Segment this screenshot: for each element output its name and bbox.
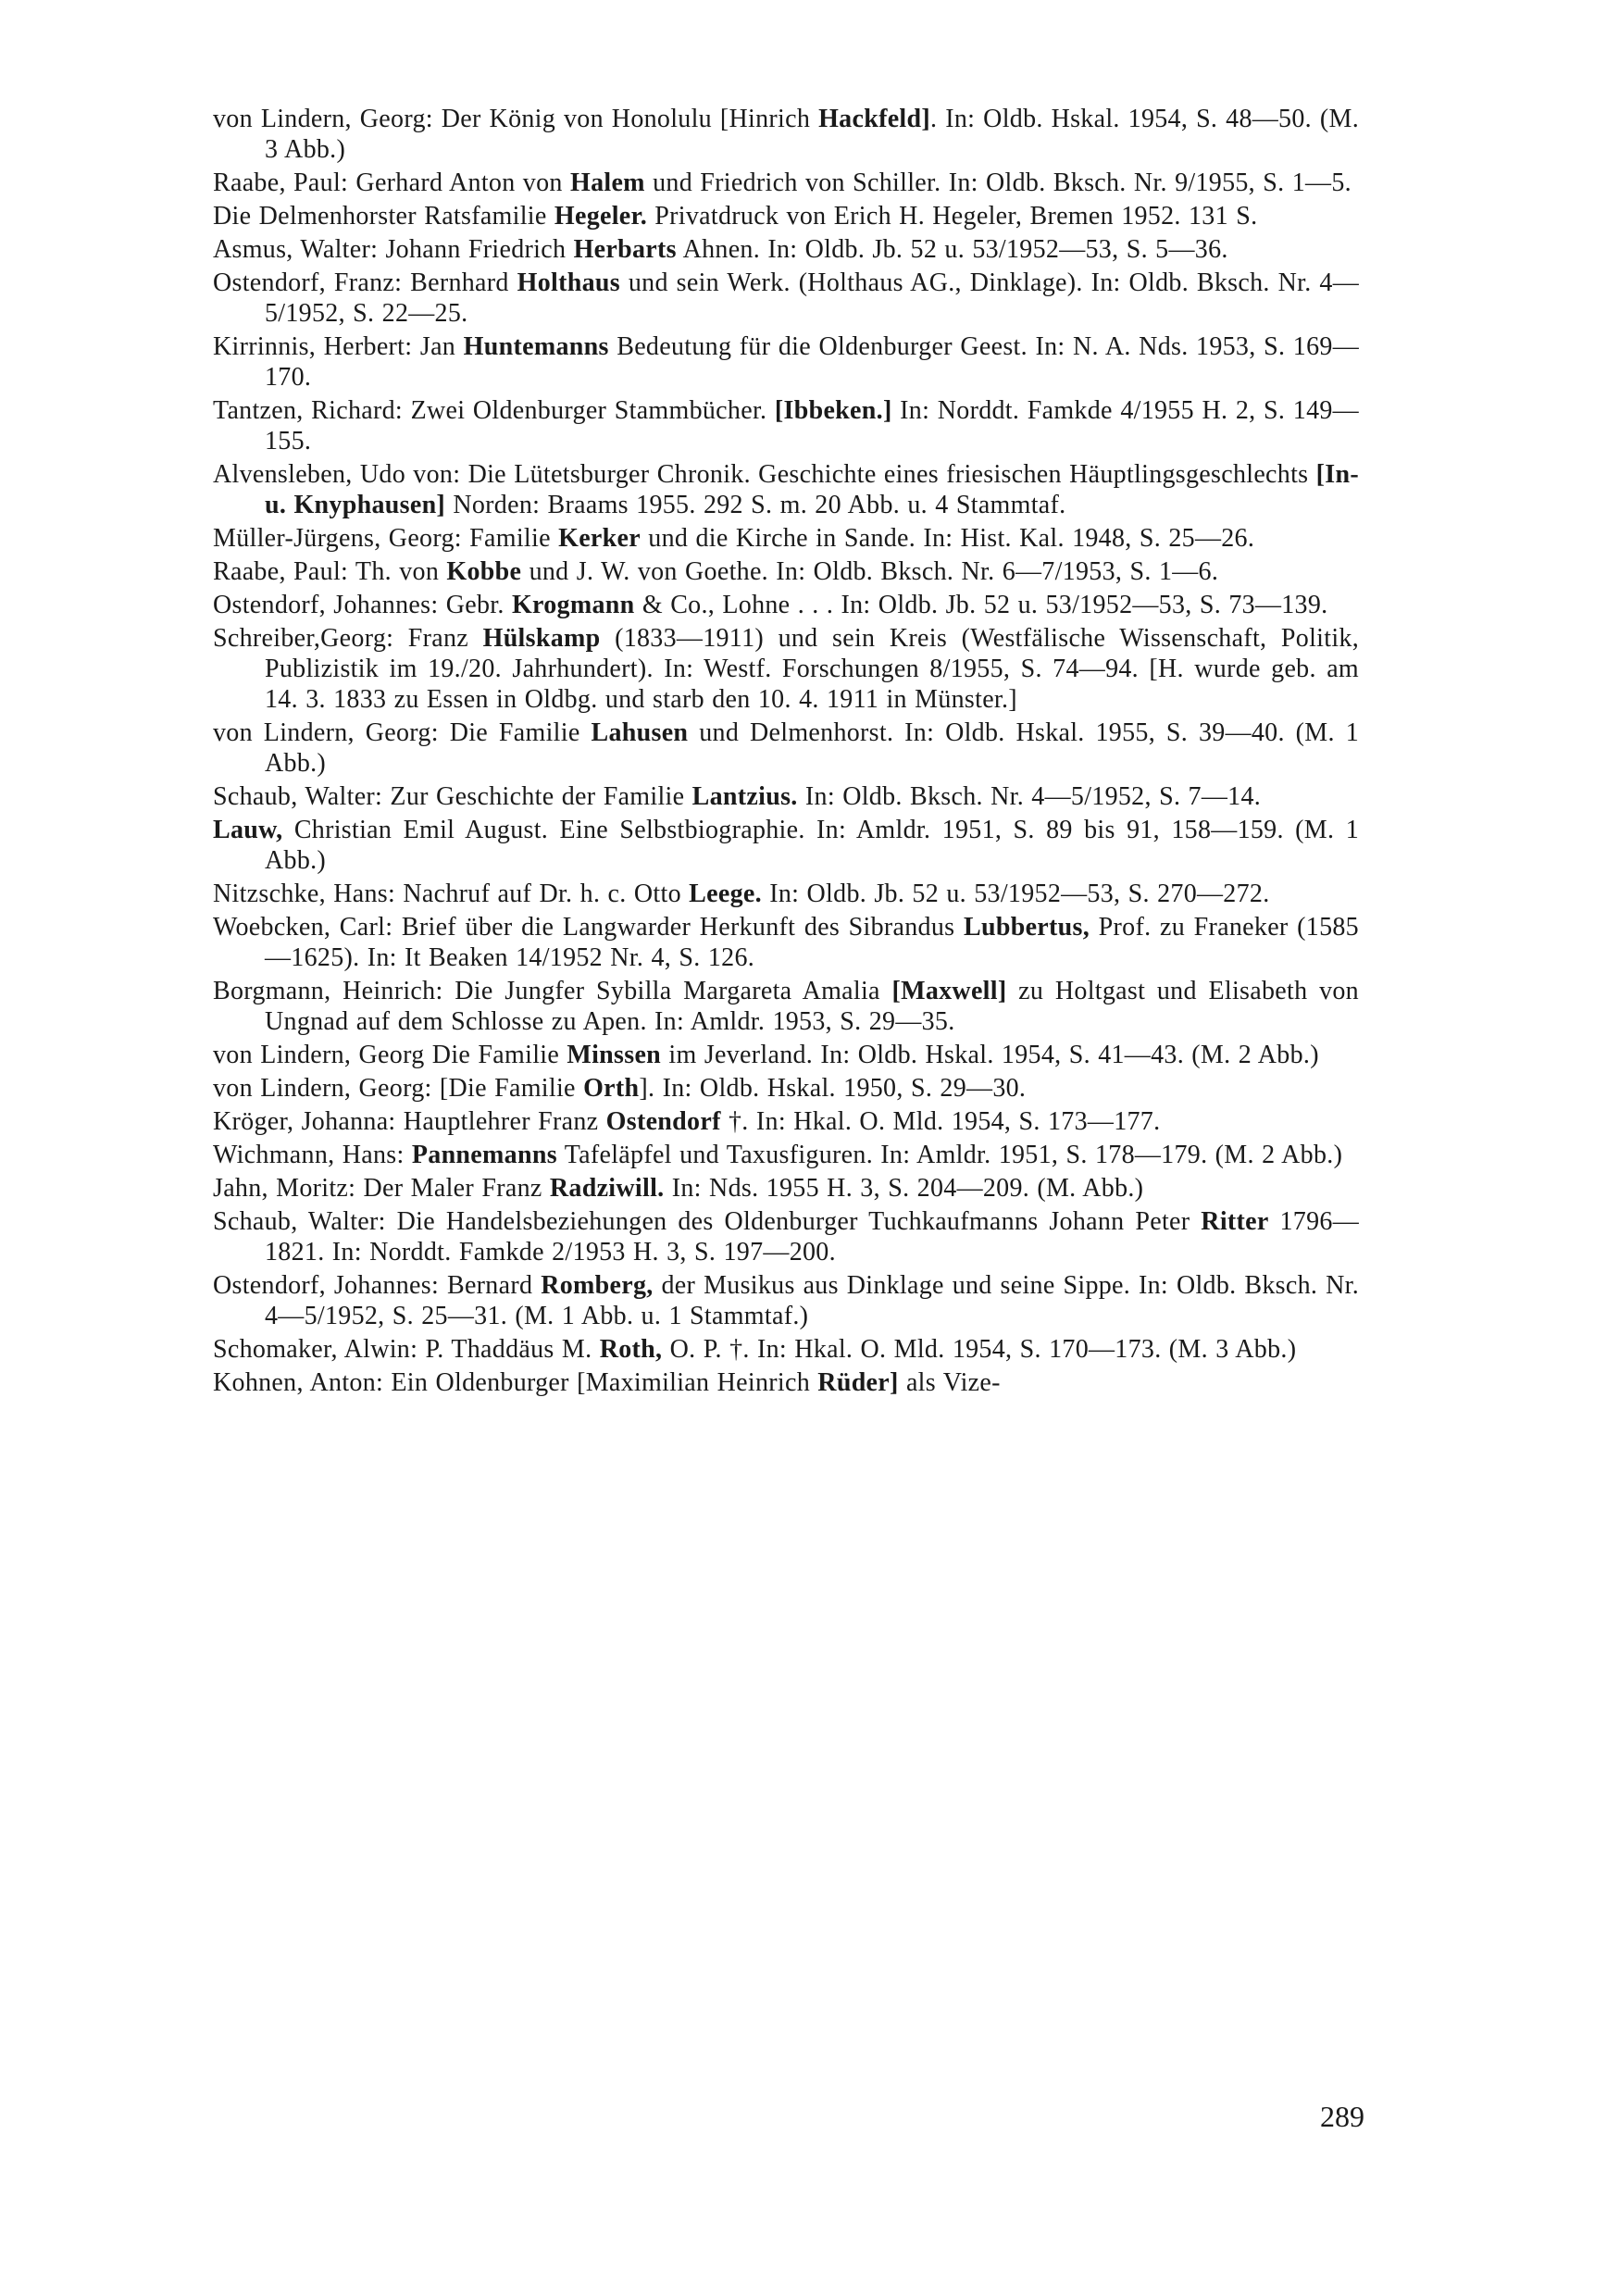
entry-keyword: Roth, <box>599 1335 663 1364</box>
entry-text-before: Tantzen, Richard: Zwei Oldenburger Stammbücher. <box>213 396 775 425</box>
entry-text-before: Raabe, Paul: Gerhard Anton von <box>213 168 570 197</box>
entry-text-before: Ostendorf, Franz: Bernhard <box>213 268 517 297</box>
entry-text-after: und die Kirche in Sande. In: Hist. Kal. 1948, S. 25—26. <box>640 524 1255 553</box>
entry-keyword: Romberg, <box>541 1271 654 1300</box>
entry-text-after: 1796—1821. In: Norddt. Famkde 2/1953 H. 3, S. 197—200. <box>265 1207 1359 1267</box>
entry-text-before: Jahn, Moritz: Der Maler Franz <box>213 1174 550 1203</box>
entry-text-before: Borgmann, Heinrich: Die Jungfer Sybilla Margareta Amalia <box>213 977 892 1005</box>
entry-text-before: Alvensleben, Udo von: Die Lütetsburger Chronik. Geschichte eines friesischen Häuptlingsgeschlechts <box>213 460 1316 489</box>
bibliography-entry <box>213 1206 1359 1267</box>
entry-text-after: & Co., Lohne . . . In: Oldb. Jb. 52 u. 53/1952—53, S. 73—139. <box>634 591 1328 619</box>
entry-text-before: Schaub, Walter: Zur Geschichte der Familie <box>213 782 692 811</box>
entry-text-before: Ostendorf, Johannes: Bernard <box>213 1271 542 1300</box>
entry-keyword: Holthaus <box>517 268 620 297</box>
bibliography-entry <box>213 781 1359 812</box>
bibliography-entry <box>213 623 1359 715</box>
bibliography-entry <box>213 104 1359 165</box>
bibliography-entry <box>213 1073 1359 1104</box>
entry-keyword: [In- u. Knyphausen] <box>265 460 1359 519</box>
entry-keyword: Lahusen <box>591 718 689 747</box>
entry-keyword: Lauw, <box>213 816 283 844</box>
bibliography-entry <box>213 1140 1359 1170</box>
entry-text-after: †. In: Hkal. O. Mld. 1954, S. 173—177. <box>720 1107 1161 1136</box>
bibliography-entry <box>213 1334 1359 1365</box>
entry-text-before: von Lindern, Georg: [Die Familie <box>213 1074 584 1103</box>
bibliography-entry <box>213 912 1359 973</box>
entry-text-after: und Friedrich von Schiller. In: Oldb. Bksch. Nr. 9/1955, S. 1—5. <box>644 168 1352 197</box>
bibliography-list <box>213 104 1359 1401</box>
bibliography-entry <box>213 1040 1359 1070</box>
entry-text-after: und Delmenhorst. In: Oldb. Hskal. 1955, S. 39—40. (M. 1 Abb.) <box>265 718 1360 778</box>
entry-text-after: Ahnen. In: Oldb. Jb. 52 u. 53/1952—53, S. 5—36. <box>676 235 1228 264</box>
bibliography-entry <box>213 1173 1359 1204</box>
entry-keyword: Rüder] <box>817 1368 899 1397</box>
entry-text-before: Kröger, Johanna: Hauptlehrer Franz <box>213 1107 606 1136</box>
entry-text-before: Schomaker, Alwin: P. Thaddäus M. <box>213 1335 600 1364</box>
bibliography-entry <box>213 1270 1359 1331</box>
bibliography-entry <box>213 1367 1359 1398</box>
entry-keyword: Leege. <box>689 880 762 908</box>
bibliography-entry <box>213 523 1359 554</box>
bibliography-entry <box>213 976 1359 1037</box>
entry-text-before: Die Delmenhorster Ratsfamilie <box>213 202 554 231</box>
entry-keyword: Kobbe <box>446 557 522 586</box>
page-number: 289 <box>1320 2100 1364 2133</box>
entry-keyword: Herbarts <box>573 235 677 264</box>
entry-text-after: Tafeläpfel und Taxusfiguren. In: Amldr. 1951, S. 178—179. (M. 2 Abb.) <box>556 1141 1343 1169</box>
entry-keyword: Orth <box>583 1074 640 1103</box>
bibliography-entry <box>213 331 1359 393</box>
entry-keyword: Minssen <box>567 1041 662 1069</box>
entry-text-after: In: Oldb. Bksch. Nr. 4—5/1952, S. 7—14. <box>797 782 1262 811</box>
entry-keyword: Hackfeld] <box>818 105 931 133</box>
entry-text-after: (1833—1911) und sein Kreis (Westfälische Wissenschaft, Politik, Publizistik im 19./20. Jahrhundert). In: Westf. Forschungen 8/1955, S. 74—94. [H. wurde geb. am 14. 3. 1833 zu Essen in Oldbg. und starb den 10. 4. 1911 in Münster.] <box>265 624 1359 714</box>
entry-text-after: und sein Werk. (Holthaus AG., Dinklage). In: Oldb. Bksch. Nr. 4—5/1952, S. 22—25. <box>265 268 1360 328</box>
entry-text-after: . In: Oldb. Hskal. 1954, S. 48—50. (M. 3 Abb.) <box>265 105 1360 164</box>
entry-keyword: Ritter <box>1201 1207 1269 1236</box>
entry-text-before: Woebcken, Carl: Brief über die Langwarder Herkunft des Sibrandus <box>213 913 964 942</box>
entry-text-after: In: Oldb. Jb. 52 u. 53/1952—53, S. 270—272. <box>761 880 1270 908</box>
bibliography-entry <box>213 590 1359 620</box>
entry-keyword: Kerker <box>558 524 641 553</box>
entry-keyword: Huntemanns <box>463 332 609 361</box>
entry-text-before: Wichmann, Hans: <box>213 1141 412 1169</box>
entry-keyword: Hegeler. <box>554 202 647 231</box>
entry-text-after: Prof. zu Franeker (1585—1625). In: It Beaken 14/1952 Nr. 4, S. 126. <box>265 913 1359 972</box>
entry-keyword: Halem <box>570 168 645 197</box>
entry-keyword: Radziwill. <box>549 1174 665 1203</box>
bibliography-entry <box>213 459 1359 520</box>
entry-text-before: Nitzschke, Hans: Nachruf auf Dr. h. c. Otto <box>213 880 690 908</box>
entry-keyword: Lantzius. <box>691 782 798 811</box>
entry-text-after: der Musikus aus Dinklage und seine Sippe. In: Oldb. Bksch. Nr. 4—5/1952, S. 25—31. (M. 1 Abb. u. 1 Stammtaf.) <box>265 1271 1360 1330</box>
entry-text-after: Privatdruck von Erich H. Hegeler, Bremen 1952. 131 S. <box>647 202 1258 231</box>
entry-text-after: O. P. †. In: Hkal. O. Mld. 1954, S. 170—173. (M. 3 Abb.) <box>662 1335 1297 1364</box>
entry-text-after: ]. In: Oldb. Hskal. 1950, S. 29—30. <box>639 1074 1027 1103</box>
bibliography-entry <box>213 1106 1359 1137</box>
bibliography-entry <box>213 879 1359 909</box>
entry-keyword: Pannemanns <box>411 1141 557 1169</box>
entry-text-before: Kohnen, Anton: Ein Oldenburger [Maximilian Heinrich <box>213 1368 818 1397</box>
entry-text-before: von Lindern, Georg Die Familie <box>213 1041 567 1069</box>
entry-text-before: Raabe, Paul: Th. von <box>213 557 447 586</box>
bibliography-entry <box>213 168 1359 198</box>
entry-text-before: Asmus, Walter: Johann Friedrich <box>213 235 574 264</box>
entry-keyword: Lubbertus, <box>963 913 1090 942</box>
entry-text-before: Kirrinnis, Herbert: Jan <box>213 332 464 361</box>
entry-text-before: von Lindern, Georg: Der König von Honolulu [Hinrich <box>213 105 819 133</box>
entry-text-after: Norden: Braams 1955. 292 S. m. 20 Abb. u. 4 Stammtaf. <box>445 491 1066 519</box>
entry-keyword: Ostendorf <box>605 1107 721 1136</box>
bibliography-entry <box>213 268 1359 329</box>
bibliography-entry <box>213 201 1359 231</box>
entry-text-after: Christian Emil August. Eine Selbstbiographie. In: Amldr. 1951, S. 89 bis 91, 158—159. (M. 1 Abb.) <box>265 816 1359 875</box>
entry-text-after: Bedeutung für die Oldenburger Geest. In: N. A. Nds. 1953, S. 169—170. <box>265 332 1359 392</box>
entry-text-before: Schreiber,Georg: Franz <box>213 624 483 653</box>
entry-keyword: [Ibbeken.] <box>774 396 892 425</box>
entry-keyword: Hülskamp <box>482 624 601 653</box>
entry-text-after: zu Holtgast und Elisabeth von Ungnad auf dem Schlosse zu Apen. In: Amldr. 1953, S. 29—35. <box>265 977 1359 1036</box>
entry-text-after: In: Norddt. Famkde 4/1955 H. 2, S. 149—155. <box>265 396 1359 455</box>
entry-keyword: [Maxwell] <box>891 977 1007 1005</box>
bibliography-entry <box>213 395 1359 456</box>
bibliography-entry <box>213 815 1359 876</box>
entry-text-before: Müller-Jürgens, Georg: Familie <box>213 524 559 553</box>
bibliography-entry <box>213 556 1359 587</box>
entry-text-after: und J. W. von Goethe. In: Oldb. Bksch. Nr. 6—7/1953, S. 1—6. <box>521 557 1219 586</box>
entry-text-before: Schaub, Walter: Die Handelsbeziehungen des Oldenburger Tuchkaufmanns Johann Peter <box>213 1207 1202 1236</box>
entry-text-after: im Jeverland. In: Oldb. Hskal. 1954, S. 41—43. (M. 2 Abb.) <box>661 1041 1319 1069</box>
entry-text-before: von Lindern, Georg: Die Familie <box>213 718 592 747</box>
entry-text-before: Ostendorf, Johannes: Gebr. <box>213 591 512 619</box>
entry-text-after: In: Nds. 1955 H. 3, S. 204—209. (M. Abb.) <box>664 1174 1144 1203</box>
entry-text-after: als Vize- <box>898 1368 1001 1397</box>
bibliography-entry <box>213 234 1359 265</box>
bibliography-entry <box>213 718 1359 779</box>
entry-keyword: Krogmann <box>511 591 635 619</box>
